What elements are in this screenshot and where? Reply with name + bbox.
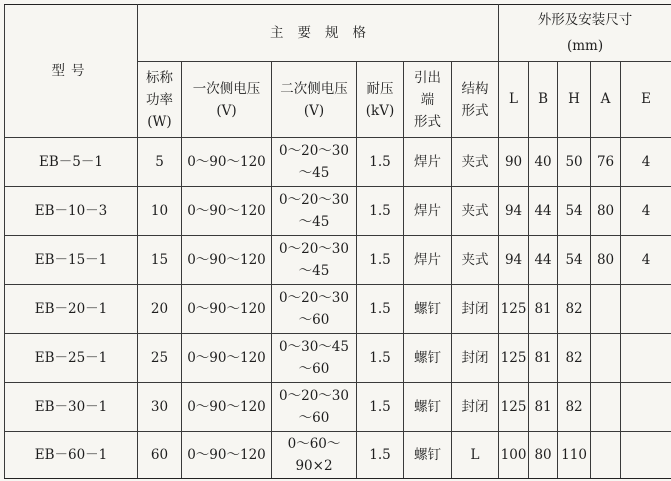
- header-col-power-line2: 功率: [146, 91, 173, 108]
- cell-structure: L: [452, 432, 499, 479]
- header-col-L: L: [499, 62, 529, 138]
- cell-secondary-line2: ～60: [298, 312, 330, 328]
- cell-primary: 0～90～120: [182, 138, 272, 187]
- table-row: [5, 285, 671, 334]
- cell-secondary-line2: 90×2: [295, 458, 333, 474]
- cell-secondary-line1: 0～20～30: [279, 290, 349, 306]
- header-col-A: A: [591, 62, 621, 138]
- header-col-structure-line1: 结构: [461, 80, 489, 97]
- table-row: [5, 138, 671, 187]
- cell-h: 54: [558, 236, 591, 285]
- header-dimensions-label: 外形及安装尺寸: [537, 12, 633, 28]
- cell-power: 60: [138, 432, 182, 479]
- header-col-H: H: [558, 62, 591, 138]
- cell-secondary: [272, 187, 357, 236]
- cell-secondary-line2: ～60: [298, 410, 330, 426]
- cell-secondary-line1: 0～20～30: [279, 241, 349, 257]
- cell-model: EB－30－1: [5, 383, 138, 432]
- header-col-withstand-label: 耐压: [366, 80, 394, 97]
- cell-model: EB－15－1: [5, 236, 138, 285]
- transformer-spec-table: [4, 4, 671, 479]
- cell-secondary: [272, 432, 357, 479]
- table-row: [5, 187, 671, 236]
- cell-withstand: 1.5: [357, 138, 404, 187]
- header-col-power: [138, 62, 182, 138]
- cell-l: 94: [499, 187, 529, 236]
- cell-secondary-line2: ～60: [298, 361, 330, 377]
- cell-b: 80: [529, 432, 558, 479]
- header-col-lead-line3: 形式: [414, 113, 441, 130]
- cell-secondary: [272, 383, 357, 432]
- header-col-primary-label: 一次侧电压: [192, 80, 261, 97]
- cell-lead: 焊片: [404, 138, 452, 187]
- cell-h: 110: [558, 432, 591, 479]
- cell-h: 50: [558, 138, 591, 187]
- header-main-specs-label: 主要规格: [270, 24, 381, 41]
- header-col-withstand: [357, 62, 404, 138]
- cell-a: 76: [591, 138, 621, 187]
- table-row: [5, 383, 671, 432]
- header-model: [5, 5, 138, 138]
- cell-primary: 0～90～120: [182, 334, 272, 383]
- cell-lead: 焊片: [404, 236, 452, 285]
- cell-structure: 封闭: [452, 334, 499, 383]
- cell-secondary-line1: 0～60～: [287, 436, 341, 452]
- table-row: [5, 334, 671, 383]
- cell-h: 82: [558, 383, 591, 432]
- header-col-structure-line2: 形式: [461, 102, 489, 119]
- header-col-E: E: [621, 62, 671, 138]
- cell-structure: 夹式: [452, 187, 499, 236]
- cell-withstand: 1.5: [357, 432, 404, 479]
- cell-lead: 螺钉: [404, 334, 452, 383]
- cell-model: EB－20－1: [5, 285, 138, 334]
- cell-l: 125: [499, 383, 529, 432]
- cell-withstand: 1.5: [357, 334, 404, 383]
- cell-e: [621, 432, 671, 479]
- cell-secondary: [272, 236, 357, 285]
- cell-h: 82: [558, 334, 591, 383]
- header-col-structure: [452, 62, 499, 138]
- cell-withstand: 1.5: [357, 236, 404, 285]
- cell-model: EB－60－1: [5, 432, 138, 479]
- cell-e: 4: [621, 138, 671, 187]
- cell-model: EB－5－1: [5, 138, 138, 187]
- cell-secondary-line1: 0～30～45: [279, 339, 349, 355]
- header-dimensions: [499, 5, 671, 62]
- cell-a: [591, 432, 621, 479]
- cell-structure: 夹式: [452, 138, 499, 187]
- header-col-secondary: [272, 62, 357, 138]
- cell-h: 82: [558, 285, 591, 334]
- cell-power: 15: [138, 236, 182, 285]
- cell-e: 4: [621, 236, 671, 285]
- cell-l: 125: [499, 334, 529, 383]
- cell-lead: 螺钉: [404, 432, 452, 479]
- cell-a: [591, 383, 621, 432]
- header-col-lead-line2: 端: [420, 91, 435, 108]
- cell-lead: 螺钉: [404, 383, 452, 432]
- cell-b: 44: [529, 236, 558, 285]
- cell-primary: 0～90～120: [182, 187, 272, 236]
- header-col-power-line1: 标称: [146, 69, 173, 86]
- cell-secondary: [272, 285, 357, 334]
- cell-secondary-line1: 0～20～30: [279, 143, 349, 159]
- cell-lead: 螺钉: [404, 285, 452, 334]
- cell-model: EB－10－3: [5, 187, 138, 236]
- cell-b: 40: [529, 138, 558, 187]
- cell-secondary-line2: ～45: [298, 165, 330, 181]
- cell-secondary-line1: 0～20～30: [279, 192, 349, 208]
- cell-structure: 封闭: [452, 383, 499, 432]
- header-col-primary-unit: (V): [216, 102, 237, 119]
- cell-lead: 焊片: [404, 187, 452, 236]
- cell-primary: 0～90～120: [182, 383, 272, 432]
- cell-secondary: [272, 334, 357, 383]
- cell-e: 4: [621, 187, 671, 236]
- cell-e: [621, 285, 671, 334]
- cell-primary: 0～90～120: [182, 285, 272, 334]
- cell-withstand: 1.5: [357, 285, 404, 334]
- header-dimensions-unit: (mm): [566, 38, 604, 54]
- header-col-secondary-label: 二次侧电压: [280, 80, 348, 97]
- cell-secondary: [272, 138, 357, 187]
- cell-a: 80: [591, 236, 621, 285]
- cell-power: 20: [138, 285, 182, 334]
- cell-e: [621, 383, 671, 432]
- cell-e: [621, 334, 671, 383]
- header-col-B: B: [529, 62, 558, 138]
- cell-l: 90: [499, 138, 529, 187]
- table-row: [5, 236, 671, 285]
- cell-l: 100: [499, 432, 529, 479]
- cell-power: 30: [138, 383, 182, 432]
- cell-secondary-line2: ～45: [298, 263, 330, 279]
- cell-power: 25: [138, 334, 182, 383]
- header-col-lead: [404, 62, 452, 138]
- cell-model: EB－25－1: [5, 334, 138, 383]
- header-col-withstand-unit: (kV): [365, 102, 395, 119]
- cell-withstand: 1.5: [357, 187, 404, 236]
- cell-b: 44: [529, 187, 558, 236]
- header-col-secondary-unit: (V): [303, 102, 325, 119]
- cell-primary: 0～90～120: [182, 236, 272, 285]
- cell-a: 80: [591, 187, 621, 236]
- cell-b: 81: [529, 285, 558, 334]
- cell-structure: 夹式: [452, 236, 499, 285]
- cell-structure: 封闭: [452, 285, 499, 334]
- cell-power: 10: [138, 187, 182, 236]
- cell-b: 81: [529, 334, 558, 383]
- cell-b: 81: [529, 383, 558, 432]
- header-col-primary: [182, 62, 272, 138]
- cell-l: 94: [499, 236, 529, 285]
- header-col-power-unit: (W): [147, 113, 172, 130]
- cell-withstand: 1.5: [357, 383, 404, 432]
- cell-secondary-line2: ～45: [298, 214, 330, 230]
- cell-primary: 0～90～120: [182, 432, 272, 479]
- cell-a: [591, 285, 621, 334]
- cell-a: [591, 334, 621, 383]
- cell-l: 125: [499, 285, 529, 334]
- cell-h: 54: [558, 187, 591, 236]
- header-main-specs: [138, 5, 499, 62]
- cell-secondary-line1: 0～20～30: [279, 388, 349, 404]
- cell-power: 5: [138, 138, 182, 187]
- table-row: [5, 432, 671, 479]
- header-col-lead-line1: 引出: [414, 69, 441, 86]
- header-model-label: 型号: [51, 62, 91, 79]
